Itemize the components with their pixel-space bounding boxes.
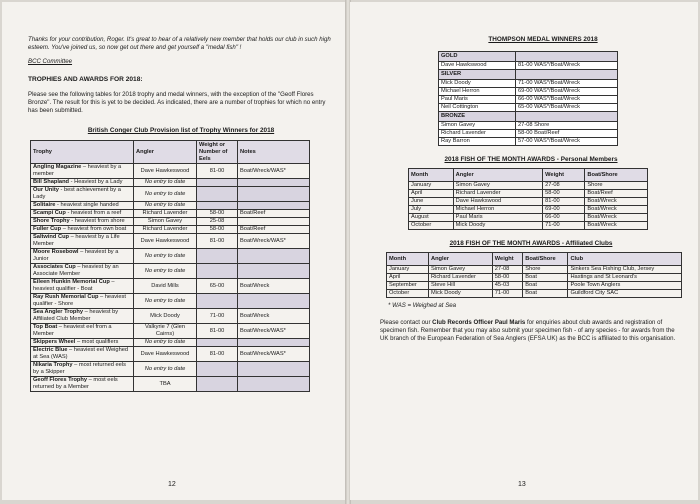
trophy-angler: No entry to date (134, 264, 197, 279)
personal-row-cell: 58-00 (543, 190, 585, 198)
trophy-notes (238, 264, 310, 279)
trophy-name-cell (31, 179, 134, 187)
trophy-weight: 58-00 (197, 226, 238, 234)
personal-row-cell: Boat/Wreck (585, 222, 648, 230)
trophy-row (31, 218, 310, 226)
trophy-angler: Dave Hawkeswood (134, 164, 197, 179)
trophy-name-cell (31, 309, 134, 324)
trophy-criteria: – heaviest eel from a Member (33, 324, 112, 337)
medal-result: 65-00 WAS*/Boat/Wreck (515, 104, 617, 112)
affiliated-row-cell: September (387, 282, 429, 290)
medal-result: 69-00 WAS*/Boat/Wreck (515, 88, 617, 96)
trophy-name-cell (31, 249, 134, 264)
col-angler: Angler (134, 141, 197, 164)
trophy-notes: Boat/Wreck/WAS* (238, 164, 310, 179)
aff-col-month: Month (387, 253, 429, 266)
trophy-name: Solitaire (33, 202, 56, 208)
trophy-row (31, 226, 310, 234)
medal-result: 81-00 WAS*/Boat/Wreck (515, 62, 617, 70)
trophy-weight (197, 202, 238, 210)
trophy-row (31, 377, 310, 392)
medal-angler: Mick Doody (439, 80, 516, 88)
medal-result: 57-00 WAS*/Boat/Wreck (515, 138, 617, 146)
trophy-name-cell (31, 377, 134, 392)
trophy-notes: Boat/Wreck/WAS* (238, 234, 310, 249)
trophy-notes: Boat/Wreck (238, 309, 310, 324)
medal-category-row (439, 52, 618, 62)
trophy-angler: No entry to date (134, 249, 197, 264)
affiliated-row-cell: October (387, 290, 429, 298)
trophy-criteria: – heaviest by a member (33, 164, 122, 177)
medal-angler: Michael Herron (439, 88, 516, 96)
trophy-row (31, 179, 310, 187)
trophy-notes (238, 249, 310, 264)
trophy-angler: David Mills (134, 279, 197, 294)
trophy-row (31, 187, 310, 202)
trophy-row (31, 264, 310, 279)
personal-row-cell: 81-00 (543, 198, 585, 206)
affiliated-row-cell: Richard Lavender (428, 274, 492, 282)
personal-row-cell: June (409, 198, 454, 206)
trophy-weight: 65-00 (197, 279, 238, 294)
trophy-angler: No entry to date (134, 187, 197, 202)
trophy-angler: Richard Lavender (134, 226, 197, 234)
trophy-table-header (31, 141, 310, 164)
affiliated-row-cell: Shore (523, 266, 568, 274)
trophy-weight (197, 187, 238, 202)
medal-winner-row (439, 62, 618, 70)
medal-winner-row (439, 122, 618, 130)
personal-awards-title: 2018 FISH OF THE MONTH AWARDS - Personal Members (444, 156, 618, 163)
trophies-intro: Please see the following tables for 2018 trophy and medal winners, with the exception of the "Geoff Flores Bronze". The result for this is yet to be decided. As indicated, there are a number of trophies for which no entry has been submitted. (28, 91, 326, 114)
trophy-name: Scampi Cup (33, 210, 66, 216)
trophy-criteria: - heaviest single handed (55, 202, 119, 208)
trophy-name-cell (31, 347, 134, 362)
personal-row-cell: July (409, 206, 454, 214)
trophy-angler: Dave Hawkeswood (134, 234, 197, 249)
trophy-notes (238, 339, 310, 347)
trophy-name-cell (31, 202, 134, 210)
trophy-name-cell (31, 362, 134, 377)
personal-row-cell: 27-08 (543, 182, 585, 190)
medal-category-row (439, 70, 618, 80)
affiliated-row-cell: April (387, 274, 429, 282)
personal-awards-table (408, 168, 648, 230)
medal-category: GOLD (439, 52, 516, 62)
medal-result: 71-00 WAS*/Boat/Wreck (515, 80, 617, 88)
medal-category: BRONZE (439, 112, 516, 122)
medal-winner-row (439, 80, 618, 88)
trophy-name-cell (31, 264, 134, 279)
trophy-notes (238, 187, 310, 202)
trophy-weight (197, 179, 238, 187)
medal-table-title: THOMPSON MEDAL WINNERS 2018 (488, 36, 598, 43)
trophy-weight: 71-00 (197, 309, 238, 324)
personal-row-cell: Boat/Wreck (585, 214, 648, 222)
medal-winner-row (439, 138, 618, 146)
trophy-name: Skippers Wheel (33, 339, 76, 345)
affiliated-row-cell: 45-03 (492, 282, 523, 290)
trophy-row (31, 324, 310, 339)
trophy-weight (197, 377, 238, 392)
personal-col-angler: Angler (453, 169, 542, 182)
trophy-criteria: - Heaviest by a Lady (69, 179, 123, 185)
trophy-weight: 81-00 (197, 347, 238, 362)
personal-row (409, 214, 648, 222)
medal-result: 27-08 Shore (515, 122, 617, 130)
trophy-criteria: – heaviest by an Associate Member (33, 264, 119, 277)
trophy-row (31, 362, 310, 377)
medal-angler: Simon Gavey (439, 122, 516, 130)
medal-result: 66-00 WAS*/Boat/Wreck (515, 96, 617, 104)
trophy-name: Moore Rosebowl (33, 249, 79, 255)
affiliated-row-cell: Boat (523, 282, 568, 290)
affiliated-row (387, 274, 682, 282)
trophy-row (31, 347, 310, 362)
trophy-weight: 81-00 (197, 164, 238, 179)
trophy-angler: No entry to date (134, 179, 197, 187)
trophy-name-cell (31, 294, 134, 309)
affiliated-row-cell: Steve Hill (428, 282, 492, 290)
col-trophy: Trophy (31, 141, 134, 164)
medal-category-blank (515, 52, 617, 62)
affiliated-row (387, 282, 682, 290)
trophy-name: Associates Cup (33, 264, 76, 270)
affiliated-row-cell: January (387, 266, 429, 274)
trophy-name-cell (31, 218, 134, 226)
trophy-criteria: – heaviest by Affiliated Club Member (33, 309, 119, 322)
trophy-name: Fuller Cup (33, 226, 62, 232)
trophy-notes: Boat/Wreck (238, 279, 310, 294)
affiliated-row-cell: 71-00 (492, 290, 523, 298)
trophy-name-cell (31, 279, 134, 294)
affiliated-row-cell: Boat (523, 290, 568, 298)
personal-row-cell: October (409, 222, 454, 230)
personal-row-cell: Richard Lavender (453, 190, 542, 198)
trophy-row (31, 309, 310, 324)
trophy-name: Sea Angler Trophy (33, 309, 84, 315)
trophies-heading: TROPHIES AND AWARDS FOR 2018: (28, 76, 143, 83)
contact-pre: Please contact our (380, 319, 433, 326)
col-weight: Weight or Number of Eels (197, 141, 238, 164)
affiliated-row (387, 290, 682, 298)
medal-angler: Neil Cottington (439, 104, 516, 112)
affiliated-row (387, 266, 682, 274)
trophy-notes (238, 362, 310, 377)
intro-paragraph: Thanks for your contribution, Roger. It's great to hear of a relatively new member that holds our club in such high esteem. You've joined us, so now get out there and get yourself a "medal fish" ! (28, 36, 331, 51)
trophy-weight (197, 362, 238, 377)
trophy-table-body (31, 164, 310, 392)
trophy-name: Shore Trophy (33, 218, 70, 224)
trophy-notes: Boat/Wreck/WAS* (238, 324, 310, 339)
personal-row-cell: 71-00 (543, 222, 585, 230)
trophy-angler: No entry to date (134, 362, 197, 377)
personal-row-cell: Shore (585, 182, 648, 190)
trophy-name: Our Unity (33, 187, 59, 193)
contact-post: for enquiries about club awards and registration of specimen fish. Remember that you may also submit your specimen fish - of any species - for awards from the UK branch of the European Federation of Sea Anglers (EFSA UK) as the BCC is affiliated to this organisation. (380, 319, 676, 342)
personal-row-cell: Boat/Wreck (585, 198, 648, 206)
contact-paragraph (380, 319, 684, 343)
page-number-left: 12 (168, 481, 176, 488)
personal-row-cell: Simon Gavey (453, 182, 542, 190)
trophy-weight (197, 249, 238, 264)
trophy-criteria: - heaviest from shore (69, 218, 125, 224)
personal-row-cell: August (409, 214, 454, 222)
trophy-row (31, 249, 310, 264)
records-officer: Club Records Officer Paul Maris (432, 319, 526, 326)
trophy-weight: 81-00 (197, 234, 238, 249)
medal-category: SILVER (439, 70, 516, 80)
trophy-notes: Boat/Wreck/WAS* (238, 347, 310, 362)
trophy-name: Top Boat (33, 324, 58, 330)
medal-winner-row (439, 104, 618, 112)
medal-table (438, 51, 618, 146)
personal-row-cell: 66-00 (543, 214, 585, 222)
trophy-row (31, 234, 310, 249)
trophy-name-cell (31, 226, 134, 234)
trophy-name: Ray Rush Memorial Cup (33, 294, 99, 300)
medal-category-blank (515, 112, 617, 122)
affiliated-header (387, 253, 682, 266)
affiliated-row-cell: 58-00 (492, 274, 523, 282)
affiliated-row-cell: Sinkers Sea Fishing Club, Jersey (568, 266, 682, 274)
trophy-angler: No entry to date (134, 294, 197, 309)
affiliated-row-cell: Guildford City SAC (568, 290, 682, 298)
trophy-table-title: British Conger Club Provision list of Trophy Winners for 2018 (87, 127, 275, 134)
trophy-angler: No entry to date (134, 202, 197, 210)
affiliated-awards-table (386, 252, 682, 298)
trophy-criteria: – most returned eels by a Skipper (33, 362, 126, 375)
personal-row (409, 198, 648, 206)
trophy-notes (238, 179, 310, 187)
trophy-row (31, 164, 310, 179)
medal-winner-row (439, 96, 618, 104)
trophy-weight: 81-00 (197, 324, 238, 339)
affiliated-row-cell: Boat (523, 274, 568, 282)
trophy-weight (197, 294, 238, 309)
trophy-name-cell (31, 164, 134, 179)
trophy-angler: TBA (134, 377, 197, 392)
left-page (2, 2, 346, 500)
trophy-notes (238, 294, 310, 309)
right-page (350, 2, 698, 500)
trophy-notes (238, 377, 310, 392)
trophy-row (31, 202, 310, 210)
medal-angler: Paul Maris (439, 96, 516, 104)
trophy-angler: Dave Hawkeswood (134, 347, 197, 362)
personal-header (409, 169, 648, 182)
trophy-criteria: – heaviest qualifier - Shore (33, 294, 126, 307)
trophy-table (30, 140, 310, 392)
page-number-right: 13 (518, 481, 526, 488)
trophy-name: Geoff Flores Trophy (33, 377, 88, 383)
personal-row-cell: Boat/Reef (585, 190, 648, 198)
trophy-weight (197, 339, 238, 347)
trophy-name: Saltwind Cup (33, 234, 70, 240)
personal-row (409, 206, 648, 214)
affiliated-awards-title: 2018 FISH OF THE MONTH AWARDS - Affiliated Clubs (449, 240, 613, 247)
affiliated-row-cell: 27-08 (492, 266, 523, 274)
trophy-criteria: – heaviest by a Life Member (33, 234, 120, 247)
trophy-angler: Simon Gavey (134, 218, 197, 226)
trophy-criteria: – heaviest by a Junior (33, 249, 119, 262)
personal-row (409, 222, 648, 230)
trophy-name-cell (31, 210, 134, 218)
personal-row-cell: Michael Herron (453, 206, 542, 214)
personal-row-cell: Mick Doody (453, 222, 542, 230)
trophy-criteria: - best achievement by a Lady (33, 187, 121, 200)
trophy-angler: Valkyrie 7 (Glen Cairns) (134, 324, 197, 339)
trophy-notes: Boat/Reef (238, 226, 310, 234)
affiliated-row-cell: Mick Doody (428, 290, 492, 298)
col-notes: Notes (238, 141, 310, 164)
aff-col-boat: Boat/Shore (523, 253, 568, 266)
personal-row-cell: Boat/Wreck (585, 206, 648, 214)
trophy-name: Eileen Hunkin Memorial Cup (33, 279, 110, 285)
trophy-name-cell (31, 324, 134, 339)
trophy-criteria: – heaviest qualifier - Boat (33, 279, 115, 292)
trophy-name: Nikaria Trophy (33, 362, 73, 368)
aff-col-weight: Weight (492, 253, 523, 266)
trophy-name-cell (31, 339, 134, 347)
medal-winner-row (439, 88, 618, 96)
trophy-criteria: – heaviest from own boat (61, 226, 127, 232)
trophy-weight: 58-00 (197, 210, 238, 218)
medal-angler: Dave Hawkswood (439, 62, 516, 70)
personal-row (409, 190, 648, 198)
trophy-row (31, 294, 310, 309)
medal-category-row (439, 112, 618, 122)
trophy-criteria: – heaviest eel Weighed at Sea (WAS) (33, 347, 129, 360)
personal-row-cell: Dave Hawkswood (453, 198, 542, 206)
personal-col-month: Month (409, 169, 454, 182)
personal-row-cell: April (409, 190, 454, 198)
trophy-row (31, 279, 310, 294)
medal-category-blank (515, 70, 617, 80)
trophy-angler: No entry to date (134, 339, 197, 347)
trophy-name: Bill Shapland (33, 179, 70, 185)
aff-col-angler: Angler (428, 253, 492, 266)
aff-col-club: Club (568, 253, 682, 266)
medal-angler: Ray Barron (439, 138, 516, 146)
personal-row-cell: Paul Maris (453, 214, 542, 222)
trophy-notes (238, 218, 310, 226)
medal-angler: Richard Lavender (439, 130, 516, 138)
trophy-criteria: – most qualifiers (75, 339, 119, 345)
trophy-angler: Mick Doody (134, 309, 197, 324)
trophy-row (31, 339, 310, 347)
trophy-notes: Boat/Reef (238, 210, 310, 218)
trophy-name-cell (31, 234, 134, 249)
trophy-name: Angling Magazine (33, 164, 82, 170)
trophy-name: Electric Blue (33, 347, 68, 353)
trophy-weight (197, 264, 238, 279)
personal-row-cell: 69-00 (543, 206, 585, 214)
affiliated-row-cell: Poole Town Anglers (568, 282, 682, 290)
trophy-criteria: – most eels returned by a Member (33, 377, 118, 390)
trophy-notes (238, 202, 310, 210)
personal-col-weight: Weight (543, 169, 585, 182)
trophy-angler: Richard Lavender (134, 210, 197, 218)
trophy-row (31, 210, 310, 218)
personal-row (409, 182, 648, 190)
was-footnote: * WAS = Weighed at Sea (388, 302, 457, 309)
trophy-name-cell (31, 187, 134, 202)
committee-signature: BCC Committee (28, 58, 73, 65)
trophy-weight: 25-08 (197, 218, 238, 226)
personal-row-cell: January (409, 182, 454, 190)
medal-winner-row (439, 130, 618, 138)
affiliated-row-cell: Hastings and St Leonard's (568, 274, 682, 282)
personal-col-boat: Boat/Shore (585, 169, 648, 182)
affiliated-row-cell: Simon Gavey (428, 266, 492, 274)
medal-result: 58-00 Boat/Reef (515, 130, 617, 138)
trophy-criteria: - heaviest from a reef (65, 210, 122, 216)
